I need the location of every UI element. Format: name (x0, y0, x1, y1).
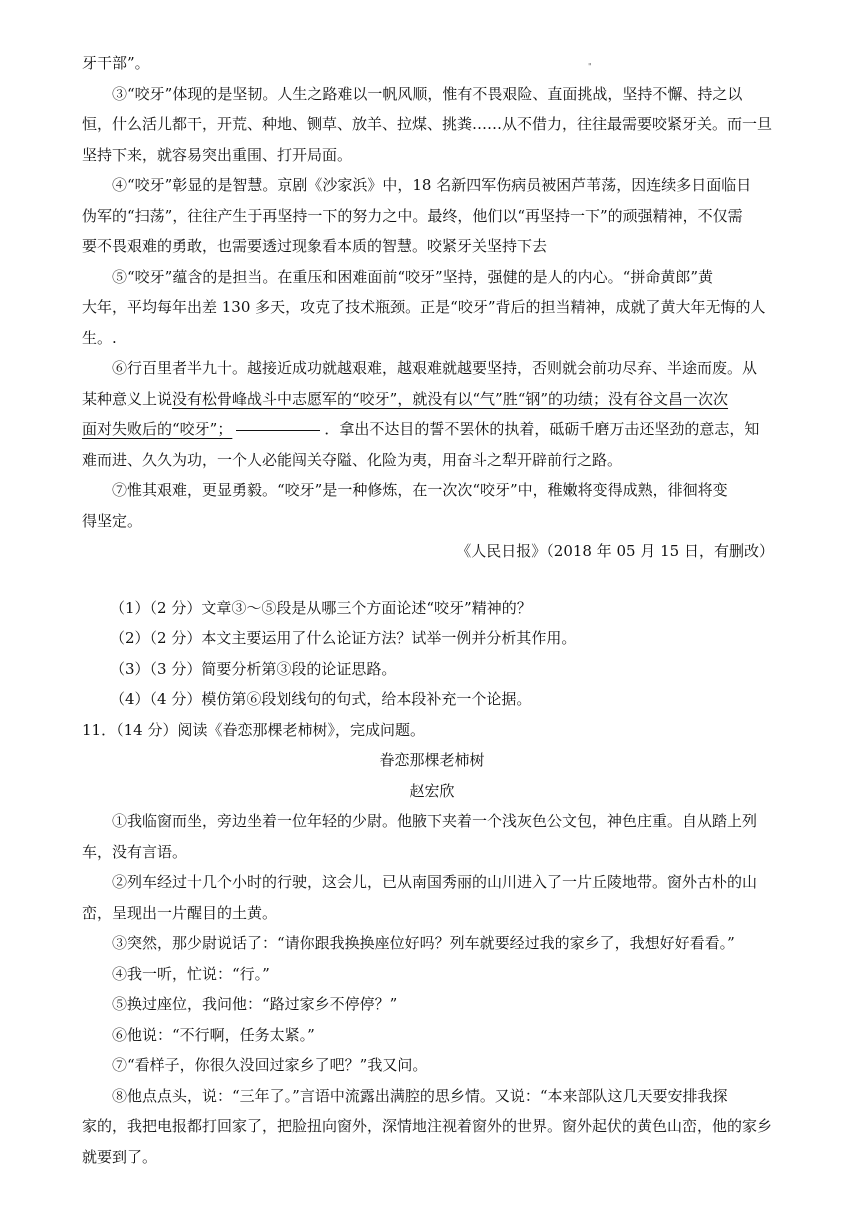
story-paragraph-line: 车，没有言语。 (82, 842, 188, 861)
paragraph-6-line: 难而进、久久为功，一个人必能闯关夺隘、化险为夷，用奋斗之犁开辟前行之路。 (82, 450, 623, 469)
paragraph-5-line: 大年，平均每年出差 130 多天，攻克了技术瓶颈。正是“咬牙”背后的担当精神，成就了黄大年无悔的人 (82, 298, 766, 316)
underlined-sentence: 面对失败后的“咬牙”； (82, 420, 233, 438)
paragraph-5-line: 生。. (82, 328, 117, 347)
plain-text: 某种意义上说 (82, 389, 173, 408)
paragraph-6-line (82, 414, 782, 445)
paragraph-4-line: ④“咬牙”彰显的是智慧。京剧《沙家浜》中，18 名新四军伤病员被困芦苇荡，因连续多日面临日 (112, 176, 752, 194)
story-paragraph-line: ⑥他说：“不行啊，任务太紧。” (112, 1025, 315, 1044)
story-paragraph-line: ⑧他点点头，说：“三年了。”言语中流露出满腔的思乡情。又说：“本来部队这几天要安排我探 (112, 1086, 728, 1105)
paragraph-5-line: ⑤“咬牙”蕴含的是担当。在重压和困难面前“咬牙”坚持，强健的是人的内心。“拼命黄郎”黄 (112, 267, 714, 286)
question-11-heading: 11．（14 分）阅读《眷恋那棵老柿树》，完成问题。 (82, 720, 425, 739)
story-paragraph-line: ②列车经过十几个小时的行驶，这会儿，已从南国秀丽的山川进入了一片丘陵地带。窗外古朴的山 (112, 873, 758, 891)
question-3: （3）（3 分）简要分析第③段的论证思路。 (110, 659, 397, 678)
paragraph-6-line: ⑥行百里者半九十。越接近成功就越艰难，越艰难就越要坚持，否则就会前功尽弃、半途而废。从 (112, 359, 758, 377)
story-author: 赵宏欣 (409, 781, 455, 800)
paragraph-3-line: ③“咬牙”体现的是坚韧。人生之路难以一帆风顺，惟有不畏艰险、直面挑战，坚持不懈、持之以 (112, 84, 743, 103)
paragraph-7-line: 得坚定。 (82, 511, 143, 530)
story-paragraph-line: ③突然，那少尉说话了：“请你跟我换换座位好吗？列车就要经过我的家乡了，我想好好看看。” (112, 934, 735, 952)
question-4: （4）（4 分）模仿第⑥段划线句的句式，给本段补充一个论据。 (110, 690, 532, 708)
paragraph-4-line: 伪军的“扫荡”，往往产生于再坚持一下的努力之中。最终，他们以“再坚持一下”的顽强精神，不仅需 (82, 206, 743, 225)
question-1: （1）（2 分）文章③～⑤段是从哪三个方面论述“咬牙”精神的？ (110, 598, 532, 617)
story-paragraph-line: ①我临窗而坐，旁边坐着一位年轻的少尉。他腋下夹着一个浅灰色公文包，神色庄重。自从踏上列 (112, 812, 758, 830)
story-paragraph-line: ④我一听，忙说：“行。” (112, 964, 270, 983)
story-paragraph-line: 峦，呈现出一片醒目的土黄。 (82, 903, 278, 922)
top-mark: " (588, 62, 592, 71)
story-paragraph-line: ⑤换过座位，我问他：“路过家乡不停停？” (112, 995, 398, 1013)
paragraph-4-line: 要不畏艰难的勇敢，也需要透过现象看本质的智慧。咬紧牙关坚持下去 (82, 237, 548, 255)
paragraph-line: 牙干部”。 (82, 54, 150, 72)
document-page (82, 48, 782, 1172)
plain-text: ．拿出不达目的誓不罢休的执着，砥砺千磨万击还坚劲的意志，知 (324, 420, 760, 438)
story-paragraph-line: 就要到了。 (82, 1147, 158, 1166)
source-citation: 《人民日报》（2018 年 05 月 15 日，有删改） (456, 542, 774, 560)
question-2: （2）（2 分）本文主要运用了什么论证方法？试举一例并分析其作用。 (110, 629, 577, 647)
paragraph-6-line (82, 384, 782, 415)
paragraph-3-line: 恒，什么活儿都干，开荒、种地、铡草、放羊、拉煤、挑粪……从不借力，往往最需要咬紧牙关。而一旦 (82, 115, 773, 133)
answer-blank[interactable] (236, 429, 320, 431)
story-paragraph-line: ⑦“看样子，你很久没回过家乡了吧？”我又问。 (112, 1056, 428, 1074)
paragraph-3-line: 坚持下来，就容易突出重围、打开局面。 (82, 145, 353, 164)
story-paragraph-line: 家的，我把电报都打回家了，把脸扭向窗外，深情地注视着窗外的世界。窗外起伏的黄色山峦，他的家乡 (82, 1117, 773, 1135)
underlined-sentence: 没有松骨峰战斗中志愿军的“咬牙”，就没有以“气”胜“钢”的功绩；没有谷文昌一次次 (172, 389, 729, 408)
paragraph-7-line: ⑦惟其艰难，更显勇毅。“咬牙”是一种修炼，在一次次“咬牙”中，稚嫩将变得成熟，徘徊将变 (112, 481, 728, 499)
story-title: 眷恋那棵老柿树 (379, 751, 485, 769)
